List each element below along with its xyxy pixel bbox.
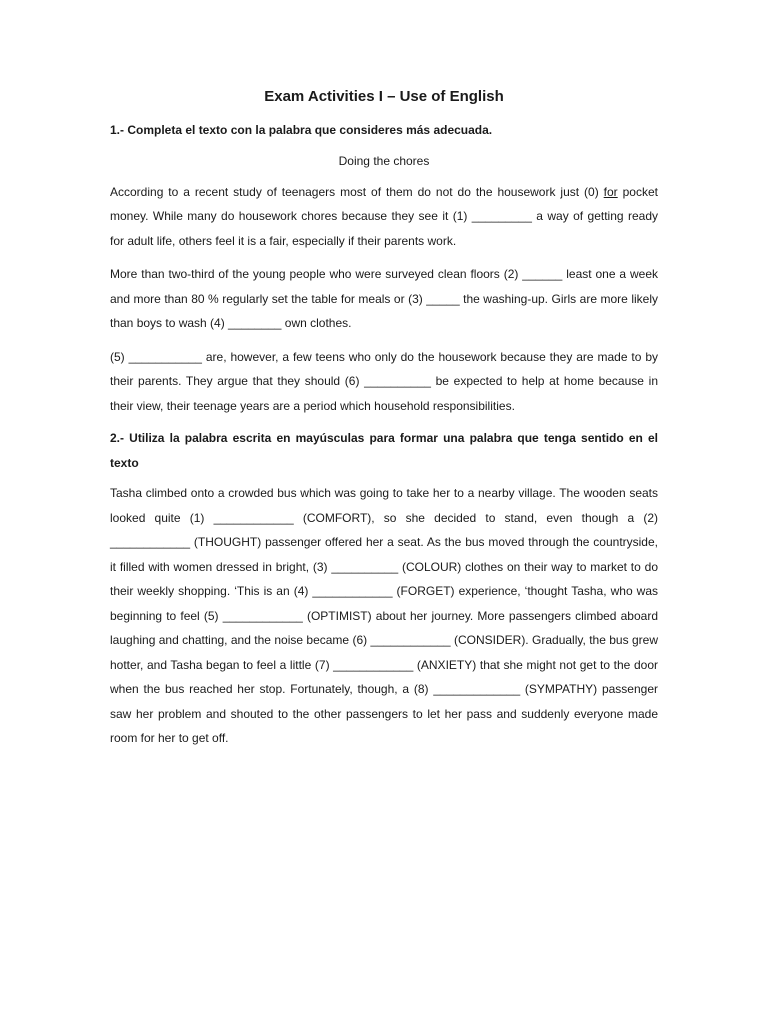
section1-paragraph-2: More than two-third of the young people who were surveyed clean floors (2) ______ least one a week and more than 80 % regularly set the table for meals or (3) _____ the washing-up. Girls are more likely than boys to wash (4) ________ own clothes. <box>110 267 658 330</box>
section1-subtitle: Doing the chores <box>338 153 430 168</box>
section2-instruction: 2.- Utiliza la palabra escrita en mayúsculas para formar una palabra que tenga sentido en el texto <box>110 431 658 470</box>
paragraph-text: According to a recent study of teenagers most of them do not do the housework just (0) <box>110 184 604 199</box>
section1-paragraph-3: (5) ___________ are, however, a few teens who only do the housework because they are made to by their parents. They argue that they should (6) __________ be expected to help at home because in their view, their teenage years are a period which household responsibilities. <box>110 349 658 413</box>
document-page <box>110 86 658 760</box>
example-answer: for <box>603 184 618 199</box>
section1-instruction: 1.- Completa el texto con la palabra que consideres más adecuada. <box>110 123 493 137</box>
paragraph-text: pocket money. While many do housework chores because they see it (1) _________ a way of getting ready for adult life, others feel it is a fair, especially if their parents work. <box>110 184 658 248</box>
section1-paragraph-1 <box>110 180 658 254</box>
section2-paragraph-1: Tasha climbed onto a crowded bus which was going to take her to a nearby village. The wooden seats looked quite (1) ____________ (COMFORT), so she decided to stand, even though a (2) ____________ (THOUGHT) passenger offered her a seat. As the bus moved through the countryside, it filled with women dressed in bright, (3) __________ (COLOUR) clothes on their way to market to do their weekly shopping. ‘This is an (4) ____________ (FORGET) experience, ‘thought Tasha, who was beginning to feel (5) ____________ (OPTIMIST) about her journey. More passengers climbed aboard laughing and chatting, and the noise became (6) ____________ (CONSIDER). Gradually, the bus grew hotter, and Tasha began to feel a little (7) ____________ (ANXIETY) that she might not get to the door when the bus reached her stop. Fortunately, though, a (8) _____________ (SYMPATHY) passenger saw her problem and shouted to the other passengers to let her pass and suddenly everyone made room for her to get off. <box>110 486 658 745</box>
page-title: Exam Activities I – Use of English <box>264 88 504 105</box>
